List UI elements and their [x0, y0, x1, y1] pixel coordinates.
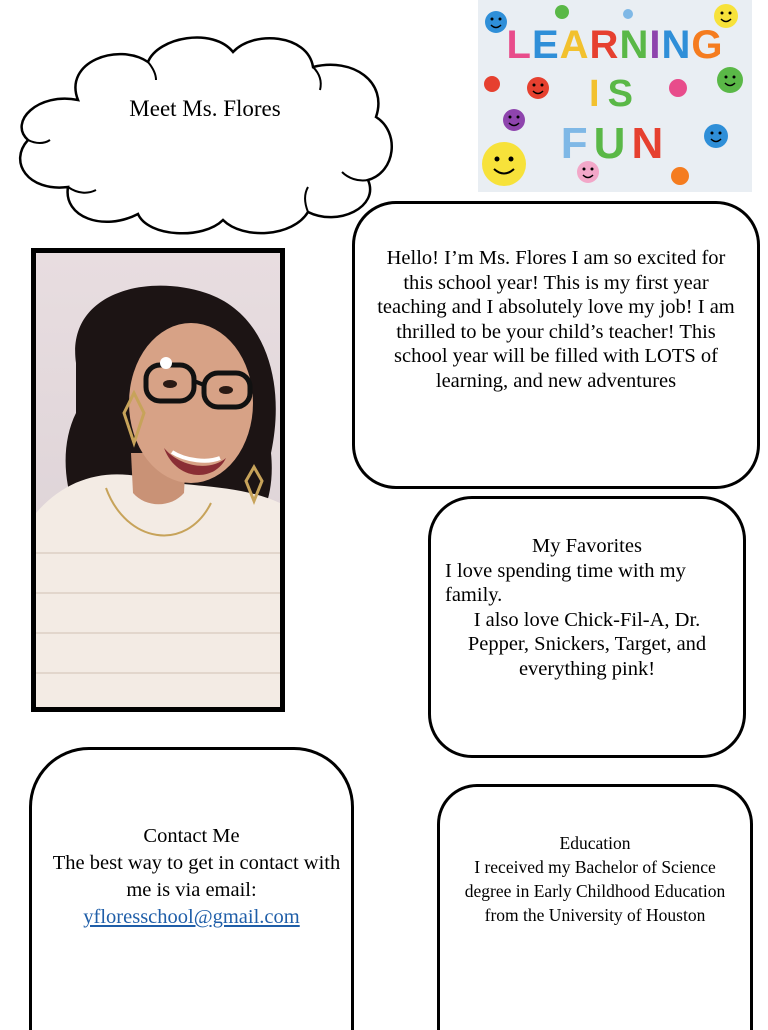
favorites-line2: family. — [445, 584, 503, 606]
education-heading: Education — [559, 833, 631, 853]
contact-box — [29, 747, 354, 1030]
page-title: Meet Ms. Flores — [129, 96, 281, 121]
favorites-heading: My Favorites — [532, 535, 642, 557]
teacher-photo — [31, 248, 285, 712]
contact-line2: me is via email: — [126, 879, 257, 901]
intro-text: Hello! I’m Ms. Flores I am so excited for this school year! This is my first year teaching and I absolutely love my job! I am thrilled to be your child’s teacher! This school year will be filled with LOTS of learning, and new adventures — [377, 247, 735, 392]
favorites-box — [428, 496, 746, 758]
cloud-shape — [8, 22, 400, 240]
education-text: I received my Bachelor of Science degree in Early Childhood Education from the University of Houston — [464, 857, 726, 925]
portrait-illustration — [36, 253, 280, 707]
banner-line3: FUN — [560, 119, 670, 168]
contact-heading: Contact Me — [143, 825, 240, 847]
intro-box — [352, 201, 760, 489]
learning-is-fun-image — [478, 0, 752, 192]
email-link[interactable]: yfloresschool@gmail.com — [83, 906, 300, 928]
education-box — [437, 784, 753, 1030]
favorites-line1: I love spending time with my — [445, 559, 686, 582]
banner-line1: LEARNING — [506, 23, 724, 67]
banner-line2: IS — [589, 73, 641, 115]
contact-line1: The best way to get in contact with — [52, 852, 341, 874]
favorites-line3: I also love Chick-Fil-A, Dr. Pepper, Snickers, Target, and everything pink! — [467, 608, 707, 680]
